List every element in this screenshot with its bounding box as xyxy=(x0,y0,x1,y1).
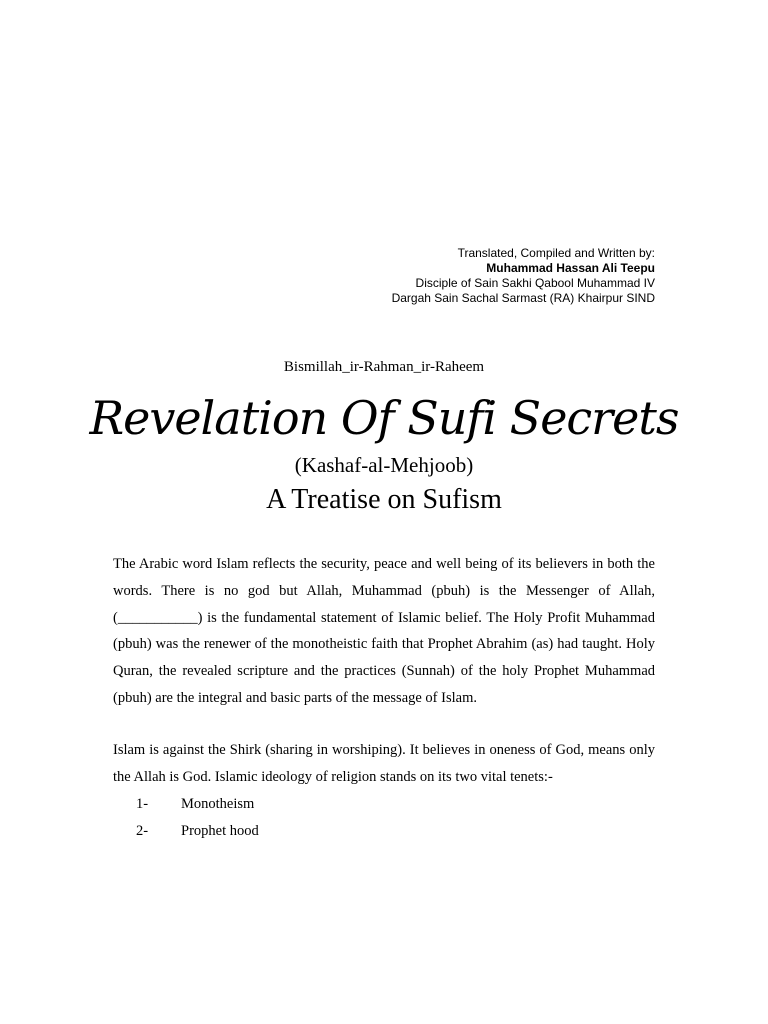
bismillah-heading: Bismillah_ir-Rahman_ir-Raheem xyxy=(283,359,485,375)
paragraph-shirk: Islam is against the Shirk (sharing in worshiping). It believes in oneness of God, means only the Allah is God. Islamic ideology of religion stands on its two vital tenets:- xyxy=(113,742,655,785)
treatise-heading: A Treatise on Sufism xyxy=(266,484,502,515)
list-item xyxy=(136,791,259,818)
document-subtitle: (Kashaf-al-Mehjoob) xyxy=(294,453,474,477)
credits-author: Muhammad Hassan Ali Teepu xyxy=(486,261,655,275)
tenet-number: 1- xyxy=(136,796,149,812)
credits-line-dargah: Dargah Sain Sachal Sarmast (RA) Khairpur SIND xyxy=(391,291,655,305)
tenet-label: Prophet hood xyxy=(181,823,259,839)
credits-block xyxy=(392,246,655,306)
credits-line-disciple: Disciple of Sain Sakhi Qabool Muhammad IV xyxy=(415,276,655,290)
paragraph-islam-meaning: The Arabic word Islam reflects the security, peace and well being of its believers in both the words. There is no god but Allah, Muhammad (pbuh) is the Messenger of Allah, (___________) is the fundamental statement of Islamic belief. The Holy Profit Muhammad (pbuh) was the renewer of the monotheistic faith that Prophet Abrahim (as) had taught. Holy Quran, the revealed scripture and the practices (Sunnah) of the holy Prophet Muhammad (pbuh) are the integral and basic parts of the message of Islam. xyxy=(113,556,655,706)
list-item xyxy=(136,818,259,845)
document-title: Revelation Of Sufi Secrets xyxy=(89,391,679,445)
tenet-number: 2- xyxy=(136,823,149,839)
tenet-label: Monotheism xyxy=(181,796,255,812)
tenets-list xyxy=(136,791,259,845)
credits-line-translated: Translated, Compiled and Written by: xyxy=(457,246,655,260)
